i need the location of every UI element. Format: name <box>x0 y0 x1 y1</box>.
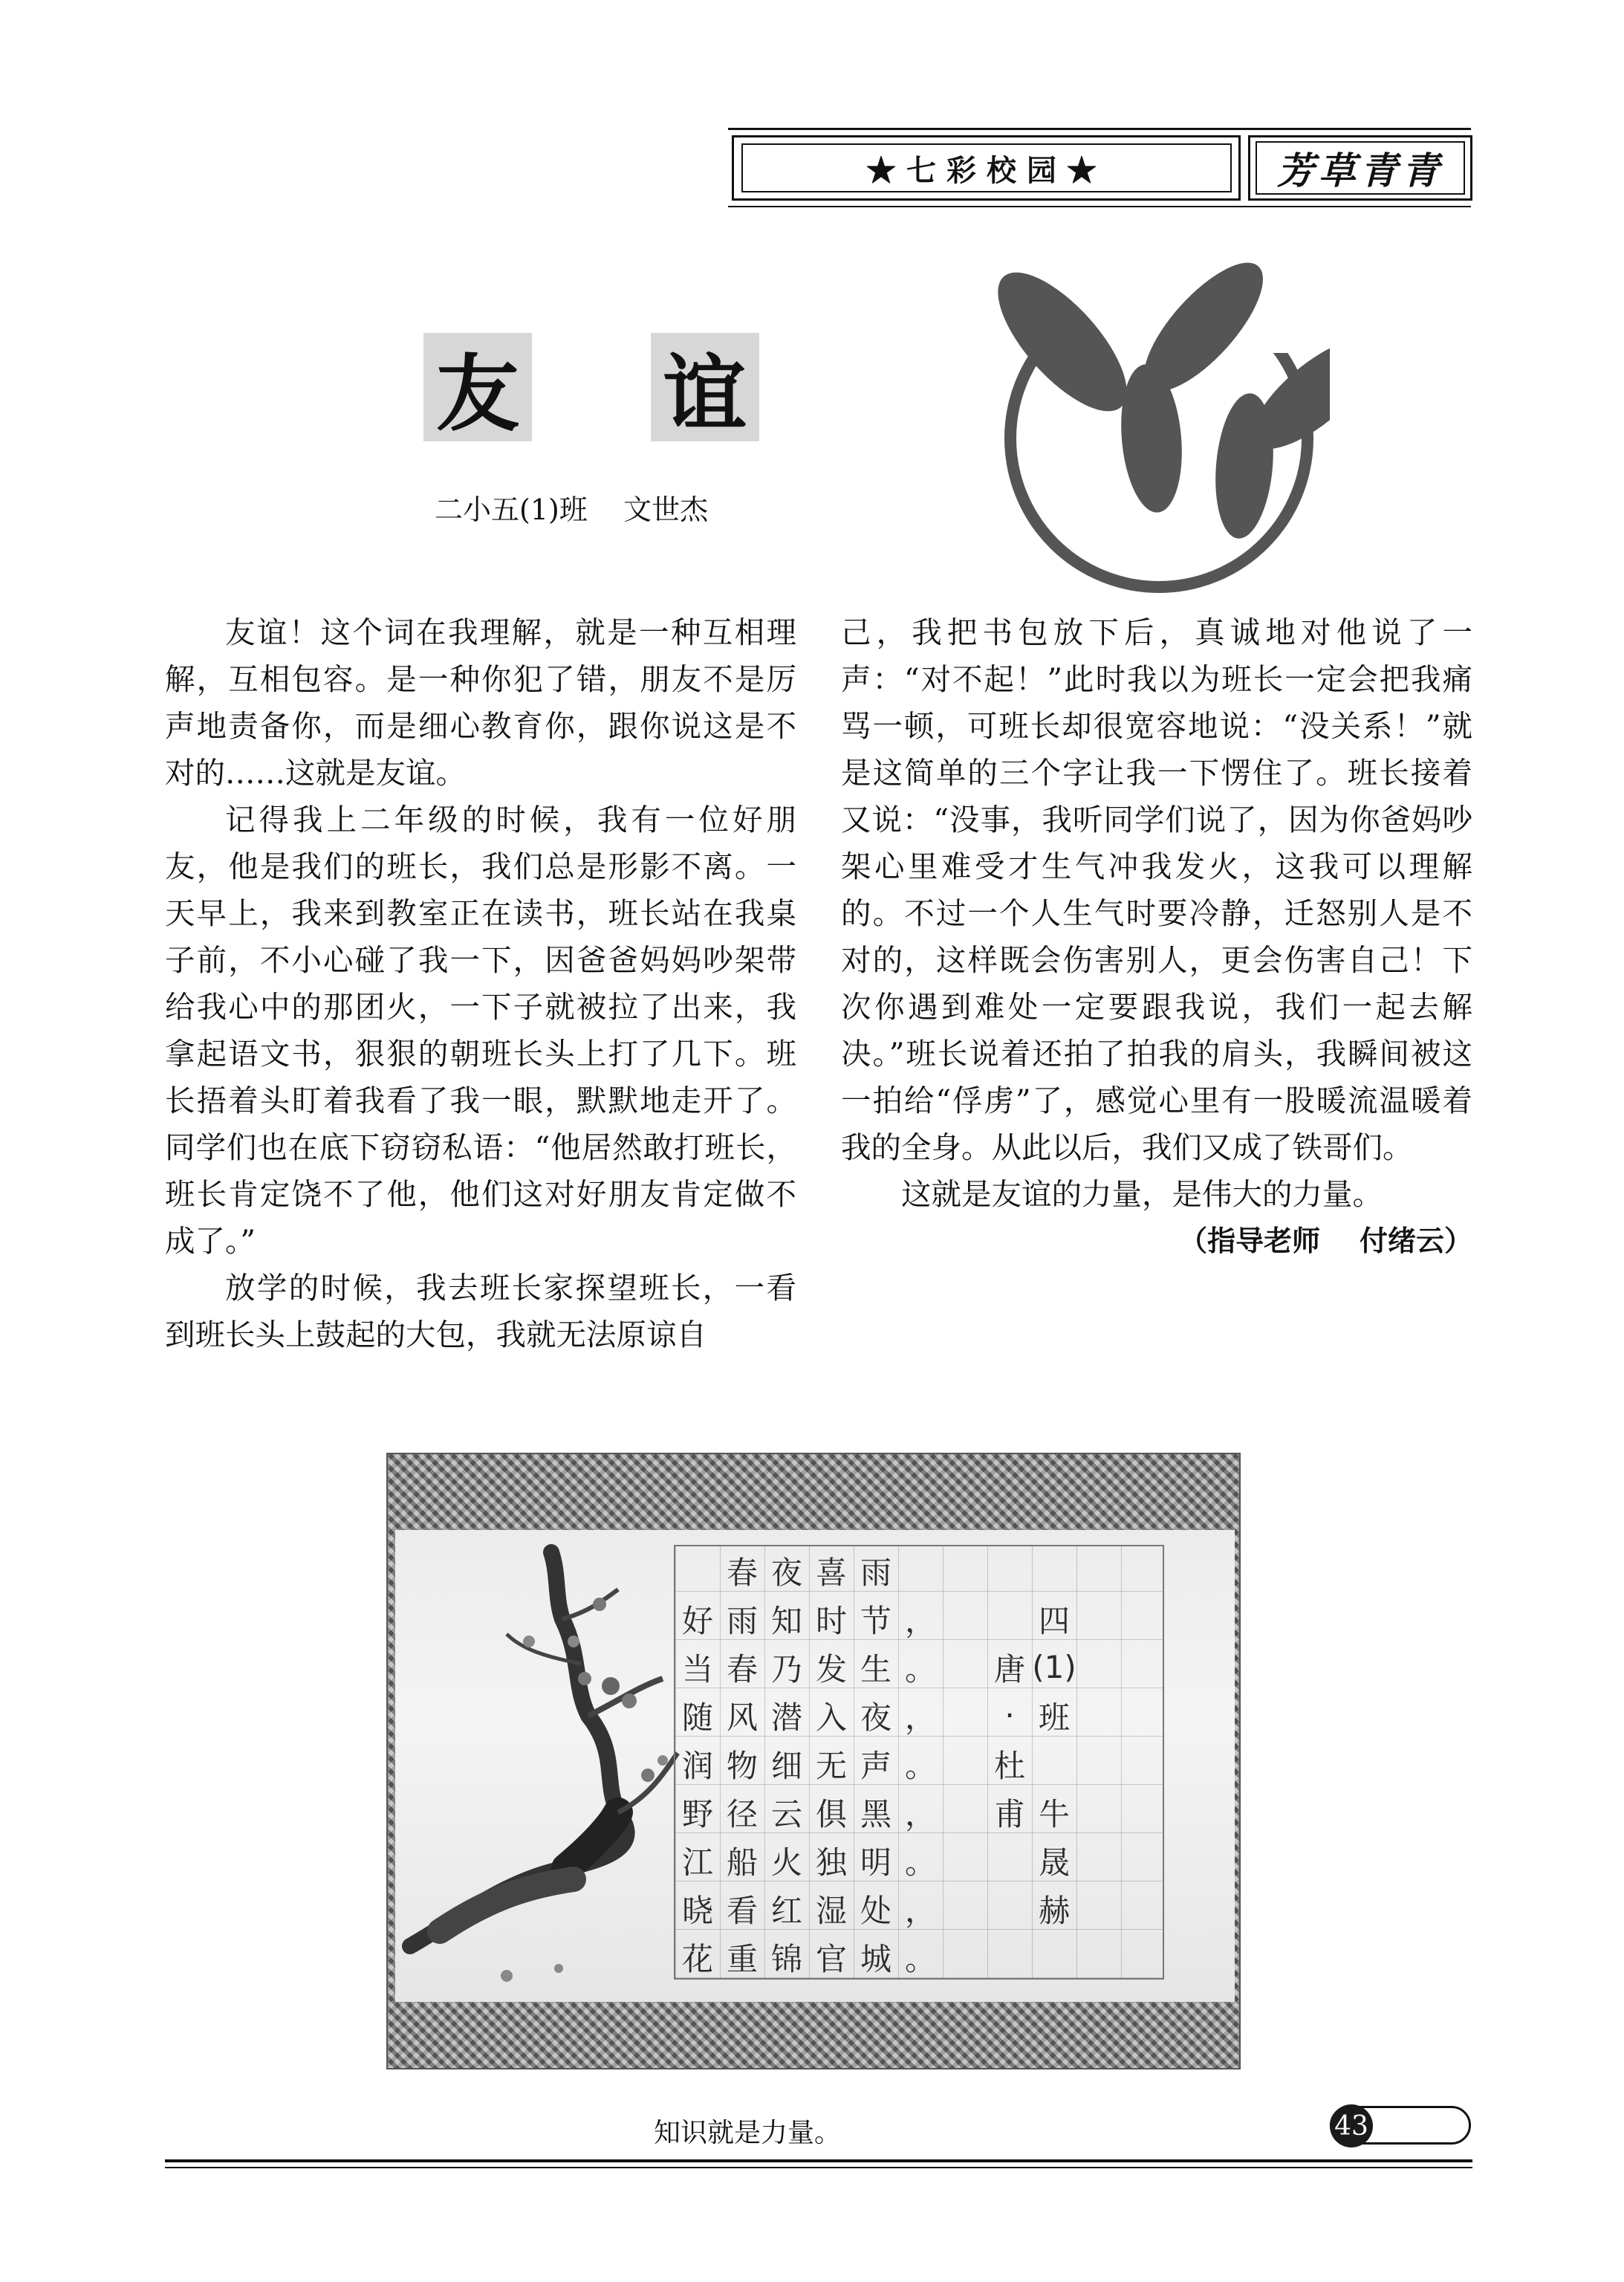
calligraphy-char: 牛 <box>1038 1795 1070 1832</box>
calligraphy-char: 发 <box>815 1650 847 1688</box>
byline: 二小五(1)班 文世杰 <box>435 493 709 526</box>
calligraphy-char: 风 <box>726 1699 758 1736</box>
calligraphy-char <box>1121 1643 1166 1691</box>
calligraphy-char: 独 <box>815 1844 847 1881</box>
calligraphy-char <box>943 1884 987 1933</box>
calligraphy-char: · <box>1004 1697 1015 1734</box>
calligraphy-char: 入 <box>815 1699 847 1736</box>
column-brand: 芳草青青 <box>1256 141 1465 195</box>
calligraphy-char: 俱 <box>815 1795 847 1832</box>
calligraphy-char: 重 <box>726 1940 758 1977</box>
calligraphy-char: 杜 <box>993 1747 1025 1784</box>
header-rule-top <box>728 128 1471 130</box>
calligraphy-grid <box>674 1545 1164 1980</box>
calligraphy-char: 喜 <box>815 1554 847 1591</box>
calligraphy-char <box>1121 1933 1166 1981</box>
calligraphy-char <box>987 1836 1032 1884</box>
calligraphy-char: 。 <box>904 1844 936 1881</box>
calligraphy-char <box>1076 1546 1121 1595</box>
title-char-2: 谊 <box>651 333 759 441</box>
title-char-1: 友 <box>423 333 532 441</box>
calligraphy-char <box>1076 1788 1121 1836</box>
calligraphy-char: 雨 <box>726 1602 758 1639</box>
calligraphy-char: ， <box>904 1699 936 1736</box>
calligraphy-char <box>1121 1595 1166 1643</box>
calligraphy-char <box>1121 1788 1166 1836</box>
calligraphy-photo <box>386 1453 1241 2069</box>
article-column-left <box>165 609 796 1358</box>
paragraph: 这就是友谊的力量，是伟大的力量。 <box>901 1176 1383 1212</box>
calligraphy-char <box>943 1740 987 1788</box>
calligraphy-char: 雨 <box>860 1554 891 1591</box>
calligraphy-char <box>1121 1691 1166 1740</box>
calligraphy-char: ， <box>904 1795 936 1832</box>
calligraphy-char: 官 <box>815 1940 847 1977</box>
calligraphy-char: ， <box>904 1602 936 1639</box>
calligraphy-char: 火 <box>770 1844 802 1881</box>
paragraph: 友谊！这个词在我理解，就是一种互相理解，互相包容。是一种你犯了错，朋友不是厉声地责备你，而是细心教育你，跟你说这是不对的……这就是友谊。 <box>165 615 796 791</box>
calligraphy-char: 潜 <box>770 1699 802 1736</box>
calligraphy-char: 细 <box>770 1747 802 1784</box>
page-number: 43 <box>1330 2104 1373 2148</box>
footer-motto: 知识就是力量。 <box>654 2118 842 2148</box>
calligraphy-char <box>943 1643 987 1691</box>
calligraphy-char <box>1076 1595 1121 1643</box>
calligraphy-char <box>675 1546 720 1595</box>
calligraphy-char: 湿 <box>815 1892 847 1929</box>
article-column-right <box>841 609 1472 1265</box>
paragraph: 放学的时候，我去班长家探望班长，一看到班长头上鼓起的大包，我就无法原谅自 <box>165 1270 796 1352</box>
calligraphy-char <box>1032 1740 1076 1788</box>
calligraphy-paper <box>395 1530 1235 2002</box>
calligraphy-char: 云 <box>770 1795 802 1832</box>
calligraphy-char <box>1121 1836 1166 1884</box>
calligraphy-char: 润 <box>681 1747 713 1784</box>
calligraphy-char: 好 <box>681 1602 713 1639</box>
calligraphy-char: 江 <box>681 1844 713 1881</box>
calligraphy-char <box>987 1546 1032 1595</box>
calligraphy-char: 物 <box>726 1747 758 1784</box>
section-title: ★七彩校园★ <box>741 143 1232 192</box>
paragraph: 记得我上二年级的时候，我有一位好朋友，他是我们的班长，我们总是形影不离。一天早上，我来到教室正在读书，班长站在我桌子前，不小心碰了我一下，因爸爸妈妈吵架带给我心中的那团火，一下子就被拉了出来，我拿起语文书，狠狠的朝班长头上打了几下。班长捂着头盯着我看了我一眼，默默地走开了。同学们也在底下窃窃私语：“他居然敢打班长，班长肯定饶不了他，他们这对好朋友肯定做不成了。” <box>165 802 796 1259</box>
calligraphy-char <box>943 1691 987 1740</box>
calligraphy-char: ， <box>904 1892 936 1929</box>
teacher-credit: （指导老师 付绪云） <box>1179 1225 1472 1257</box>
footer-rule <box>165 2159 1472 2162</box>
calligraphy-char <box>943 1933 987 1981</box>
calligraphy-char: 班 <box>1038 1699 1070 1736</box>
calligraphy-char: 知 <box>770 1602 802 1639</box>
calligraphy-char <box>1032 1546 1076 1595</box>
calligraphy-char: 晟 <box>1038 1844 1070 1881</box>
calligraphy-char: 唐 <box>993 1650 1025 1688</box>
calligraphy-char <box>1076 1643 1121 1691</box>
calligraphy-char <box>1076 1933 1121 1981</box>
calligraphy-char: 春 <box>726 1554 758 1591</box>
calligraphy-char: 城 <box>860 1940 891 1977</box>
calligraphy-char: 。 <box>904 1747 936 1784</box>
calligraphy-char: 生 <box>860 1650 891 1688</box>
calligraphy-char: 晓 <box>681 1892 713 1929</box>
calligraphy-char: 赫 <box>1038 1892 1070 1929</box>
calligraphy-char: 红 <box>770 1892 802 1929</box>
calligraphy-char: 夜 <box>770 1554 802 1591</box>
paragraph: 己，我把书包放下后，真诚地对他说了一声：“对不起！”此时我以为班长一定会把我痛骂一顿，可班长却很宽容地说：“没关系！”就是这简单的三个字让我一下愣住了。班长接着又说：“没事，我听同学们说了，因为你爸妈吵架心里难受才生气冲我发火，这我可以理解的。不过一个人生气时要冷静，迁怒别人是不对的，这样既会伤害别人，更会伤害自己！下次你遇到难处一定要跟我说，我们一起去解决。”班长说着还拍了拍我的肩头，我瞬间被这一拍给“俘虏”了，感觉心里有一股暖流温暖着我的全身。从此以后，我们又成了铁哥们。 <box>841 615 1472 1165</box>
calligraphy-char: 黑 <box>860 1795 891 1832</box>
leaf-circle-logo-icon <box>988 256 1330 598</box>
calligraphy-char <box>987 1595 1032 1643</box>
calligraphy-char <box>943 1595 987 1643</box>
footer-rule-thin <box>165 2167 1472 2168</box>
calligraphy-char: 甫 <box>993 1795 1025 1832</box>
calligraphy-char: 处 <box>860 1892 891 1929</box>
calligraphy-char: 声 <box>860 1747 891 1784</box>
calligraphy-char: 看 <box>726 1892 758 1929</box>
calligraphy-char <box>898 1546 943 1595</box>
calligraphy-char <box>1076 1691 1121 1740</box>
calligraphy-char <box>1076 1836 1121 1884</box>
calligraphy-char: 。 <box>904 1940 936 1977</box>
calligraphy-char: 船 <box>726 1844 758 1881</box>
header-rule-bottom <box>728 206 1471 207</box>
calligraphy-char: 花 <box>681 1940 713 1977</box>
calligraphy-char <box>1032 1933 1076 1981</box>
calligraphy-char <box>943 1546 987 1595</box>
calligraphy-char: 无 <box>815 1747 847 1784</box>
calligraphy-char: 时 <box>815 1602 847 1639</box>
calligraphy-char: 当 <box>681 1650 713 1688</box>
calligraphy-char <box>1121 1884 1166 1933</box>
calligraphy-char: 。 <box>904 1650 936 1688</box>
calligraphy-char <box>987 1884 1032 1933</box>
calligraphy-char <box>943 1788 987 1836</box>
calligraphy-char: 野 <box>681 1795 713 1832</box>
calligraphy-char: 夜 <box>860 1699 891 1736</box>
calligraphy-char: 径 <box>726 1795 758 1832</box>
calligraphy-char <box>1121 1740 1166 1788</box>
calligraphy-char <box>987 1933 1032 1981</box>
calligraphy-char: 节 <box>860 1602 891 1639</box>
calligraphy-char: 乃 <box>770 1650 802 1688</box>
calligraphy-char: 春 <box>726 1650 758 1688</box>
calligraphy-char: (1) <box>1032 1649 1076 1685</box>
calligraphy-char: 明 <box>860 1844 891 1881</box>
calligraphy-char: 锦 <box>770 1940 802 1977</box>
calligraphy-char <box>1076 1740 1121 1788</box>
calligraphy-char <box>1121 1546 1166 1595</box>
calligraphy-char <box>943 1836 987 1884</box>
plum-branch-icon <box>395 1530 692 2002</box>
calligraphy-char <box>1076 1884 1121 1933</box>
calligraphy-char: 随 <box>681 1699 713 1736</box>
calligraphy-char: 四 <box>1038 1602 1070 1639</box>
